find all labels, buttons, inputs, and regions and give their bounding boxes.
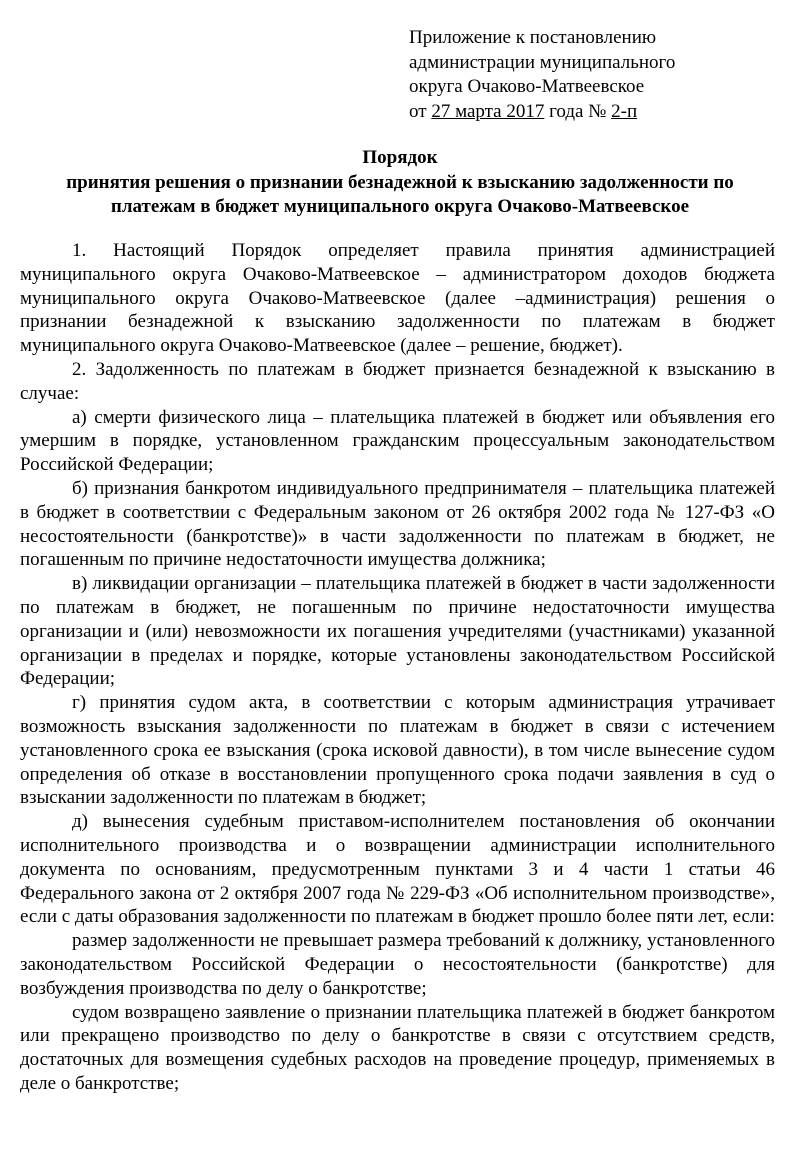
paragraph-2b: б) признания банкротом индивидуального предпринимателя – плательщика платежей в бюджет в соответствии с Федеральным законом от 26 октября 2002 года № 127-ФЗ «О несостоятельности (банкротстве)» в части задолженности по платежам в бюджет, не погашенным по причине недостаточности имущества должника;	[20, 477, 775, 571]
paragraph-2: 2. Задолженность по платежам в бюджет признается безнадежной к взысканию в случае:	[20, 358, 775, 404]
appendix-line-1: Приложение к постановлению	[409, 27, 657, 48]
document-body	[20, 239, 775, 1096]
appendix-date-prefix: от	[409, 100, 432, 122]
title-heading: Порядок	[362, 147, 438, 168]
paragraph-2d-sub-1: размер задолженности не превышает размера требований к должнику, установленного законодательством Российской Федерации о несостоятельности (банкротстве) для возбуждения производства по делу о банкротстве;	[20, 930, 775, 999]
appendix-header	[409, 26, 789, 124]
document-title	[20, 146, 780, 220]
appendix-date-mid: года №	[544, 100, 612, 122]
paragraph-2v: в) ликвидации организации – плательщика платежей в бюджет в части задолженности по платежам в бюджет, не погашенным по причине недостаточности имущества организации и (или) невозможности их погашения учредителями (участниками) указанной организации в пределах и порядке, которые установлены законодательством Российской Федерации;	[20, 573, 775, 690]
paragraph-2a: а) смерти физического лица – плательщика платежей в бюджет или объявления его умершим в порядке, установленном гражданским процессуальным законодательством Российской Федерации;	[20, 406, 775, 476]
appendix-date: 27 марта 2017	[431, 100, 545, 122]
appendix-line-4	[409, 100, 789, 125]
appendix-number: 2-п	[611, 100, 638, 122]
appendix-line-3: округа Очаково-Матвеевское	[409, 76, 645, 97]
paragraph-2d: д) вынесения судебным приставом-исполнителем постановления об окончании исполнительного производства и о возвращении администрации исполнительного документа по основаниям, предусмотренным пунктами 3 и 4 части 1 статьи 46 Федерального закона от 2 октября 2007 года № 229-ФЗ «Об исполнительном производстве», если с даты образования задолженности по платежам в бюджет прошло более пяти лет, если:	[20, 811, 775, 928]
appendix-line-2: администрации муниципального	[409, 51, 676, 73]
paragraph-2d-sub-2: судом возвращено заявление о признании плательщика платежей в бюджет банкротом или прекращено производство по делу о банкротстве в связи с отсутствием средств, достаточных для возмещения судебных расходов на проведение процедур, применяемых в деле о банкротстве;	[20, 1001, 775, 1094]
title-line-2: принятия решения о признании безнадежной к взысканию задолженности по	[66, 171, 734, 193]
paragraph-2g: г) принятия судом акта, в соответствии с которым администрация утрачивает возможность взыскания задолженности по платежам в бюджет в связи с истечением установленного срока ее взыскания (срока исковой давности), в том числе вынесение судом определения об отказе в восстановлении пропущенного срока подачи заявления в суд о взыскании задолженности по платежам в бюджет;	[20, 692, 775, 809]
title-line-3: платежам в бюджет муниципального округа Очаково-Матвеевское	[110, 196, 690, 217]
paragraph-1: 1. Настоящий Порядок определяет правила принятия администрацией муниципального округа Очаково-Матвеевское – администратором доходов бюджета муниципального округа Очаково-Матвеевское (далее –администрация) решения о признании безнадежной к взысканию задолженности по платежам в бюджет муниципального округа Очаково-Матвеевское (далее – решение, бюджет).	[20, 240, 775, 357]
